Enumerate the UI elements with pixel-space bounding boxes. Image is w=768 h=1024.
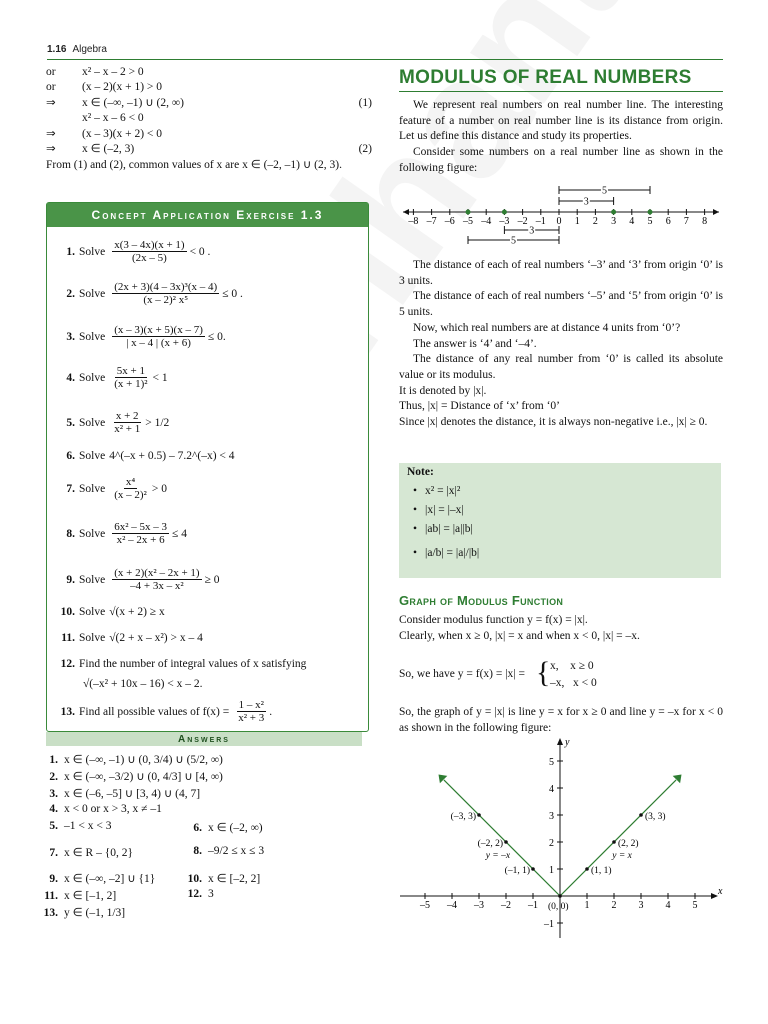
answer-text: y ∈ (–1, 1/3] [64, 907, 126, 919]
derivation-conclusion: From (1) and (2), common values of x are x ∈ (–2, –1) ∪ (2, 3). [46, 159, 342, 171]
derivation-line [46, 142, 372, 158]
exercise-instruction: Solve [79, 632, 106, 644]
exercise-number: 12. [60, 658, 75, 670]
para-notation: It is denoted by |x|. [399, 384, 487, 397]
exercise-expression: √(–x² + 10x – 16) < x – 2. [83, 678, 203, 690]
number-line-point [611, 210, 616, 215]
exercise-number: 3. [66, 330, 75, 343]
x-axis-arrow [711, 893, 718, 899]
denominator: x² + 3 [238, 712, 265, 724]
brace: { [536, 656, 551, 689]
number-line-point [466, 210, 471, 215]
exercise-expression: < 0 . [189, 245, 211, 258]
consider-paragraph: Consider some numbers on a real number line as shown in the following figure: [399, 146, 723, 174]
derivation-label: (2) [358, 143, 372, 156]
exercise-instruction: Solve [79, 606, 106, 618]
para-graph-description: So, the graph of y = |x| is line y = x for x ≥ 0 and line y = –x for x < 0 as shown in the following figure: [399, 706, 723, 734]
derivation-connector: ⇒ [46, 127, 56, 140]
derivation-expression: x² – x – 6 < 0 [82, 112, 144, 125]
exercise-item [53, 450, 235, 462]
number-line-tick-label: –4 [481, 216, 492, 227]
answer-item [184, 820, 263, 834]
exercise-number: 6. [66, 450, 75, 462]
answer-item [184, 871, 260, 885]
answer-item [40, 871, 155, 885]
number-line-tick-label: –3 [499, 216, 510, 227]
number-line-tick-label: 8 [702, 216, 708, 227]
exercise-title: Concept Application Exercise 1.3 [47, 203, 368, 227]
exercise-expression: √(x + 2) ≥ x [109, 606, 165, 618]
exercise-number: 11. [61, 632, 75, 644]
derivation-line [46, 80, 372, 96]
graph-point-label: (2, 2) [618, 839, 639, 849]
exercise-expression: ≥ 0 [204, 573, 220, 586]
dimension-5-right-label: 5 [602, 185, 607, 197]
exercise-number: 13. [60, 705, 75, 718]
x-tick-label: –4 [447, 900, 457, 911]
answer-item [40, 845, 133, 859]
exercise-instruction: Find the number of integral values of x satisfying [79, 658, 307, 670]
number-line-figure [399, 182, 723, 246]
number-line-tick-label: 2 [592, 216, 598, 227]
answer-number: 6. [193, 822, 202, 834]
graph-text [399, 613, 723, 644]
fraction [112, 365, 149, 390]
exercise-expression: √(2 + x – x²) > x – 4 [109, 632, 203, 644]
y-tick-label: 4 [549, 784, 554, 795]
x-tick-label: –5 [420, 900, 430, 911]
fraction [112, 239, 186, 264]
answer-number: 10. [187, 873, 202, 885]
numerator: (2x + 3)(4 – 3x)³(x – 4) [114, 281, 218, 293]
para-since: Since |x| denotes the distance, it is always non-negative i.e., |x| ≥ 0. [399, 416, 708, 429]
exercise-item [53, 324, 226, 349]
fraction [112, 521, 169, 546]
answer-item [184, 845, 264, 857]
exercise-instruction: Solve [79, 450, 106, 462]
case-positive: x, x ≥ 0 [550, 660, 594, 672]
distance-text [399, 258, 723, 431]
exercise-item [53, 410, 169, 435]
note-item: • |x| = |–x| [413, 504, 464, 516]
dimension-3-left-label: 3 [529, 225, 535, 237]
number-line-tick-label: 4 [629, 216, 635, 227]
answer-text: x ∈ (–∞, –3/2) ∪ (0, 4/3] ∪ [4, ∞) [64, 771, 223, 783]
derivation-line [46, 111, 372, 127]
x-tick-label: –2 [501, 900, 511, 911]
answer-number: 7. [49, 847, 58, 859]
para-distance-5: The distance of each of real numbers ‘–5’ and ‘5’ from origin ‘0’ is 5 units. [399, 290, 723, 319]
graph-subheading: Graph of Modulus Function [399, 593, 564, 608]
number-line-arrow-left [403, 209, 409, 215]
note-title: Note: [407, 466, 434, 478]
exercise-number: 4. [66, 371, 75, 384]
exercise-item [53, 632, 203, 644]
exercise-expression: ≤ 4 [172, 527, 187, 540]
para-definition: The distance of any real number from ‘0’ is called its absolute value or its modulus. [399, 353, 723, 381]
answer-item [40, 752, 223, 766]
answer-text: x < 0 or x > 3, x ≠ –1 [64, 803, 162, 815]
numerator: 5x + 1 [116, 365, 145, 377]
line-y-neg-x [444, 780, 560, 896]
graph-point-label: (–2, 2) [477, 839, 503, 849]
numerator: (x + 2)(x² – 2x + 1) [114, 567, 200, 579]
derivation-line [46, 64, 372, 80]
exercise-instruction: Solve [79, 416, 106, 429]
answer-number: 5. [49, 820, 58, 832]
number-line-tick-label: –5 [463, 216, 473, 227]
number-line-point [648, 210, 653, 215]
exercise-instruction: Solve [79, 482, 106, 495]
y-axis-label: y [565, 737, 570, 748]
exercise-number: 7. [66, 482, 75, 495]
answer-number: 11. [44, 890, 58, 902]
graph-point-label: (3, 3) [645, 812, 666, 822]
answer-text: –1 < x < 3 [64, 820, 112, 832]
title-rule [399, 91, 723, 92]
x-tick-label: 2 [611, 900, 617, 911]
answer-item [40, 888, 116, 902]
exercise-number: 1. [66, 245, 75, 258]
number-line-tick-label: 6 [665, 216, 671, 227]
exercise-number: 10. [60, 606, 75, 618]
derivation-expression: (x – 3)(x + 2) < 0 [82, 127, 163, 140]
answers-heading: Answers [46, 732, 362, 746]
exercise-item [53, 365, 168, 390]
exercise-item [53, 606, 165, 618]
fraction [112, 324, 205, 349]
x-tick-label: 4 [665, 900, 671, 911]
fraction [112, 281, 219, 306]
number-line-tick-label: 3 [611, 216, 617, 227]
numerator: 6x² – 5x – 3 [114, 521, 168, 533]
graph-point [531, 867, 535, 871]
answer-number: 13. [43, 907, 58, 919]
graph-point [612, 840, 616, 844]
derivation-expression: (x – 2)(x + 1) > 0 [82, 81, 163, 94]
exercise-number: 2. [66, 287, 75, 300]
answer-text: –9/2 ≤ x ≤ 3 [208, 845, 265, 857]
derivation-connector: or [46, 81, 56, 94]
answer-text: x ∈ [–2, 2] [208, 873, 261, 885]
derivation-connector: ⇒ [46, 96, 56, 109]
exercise-instruction: Solve [79, 330, 106, 343]
answer-text: x ∈ [–1, 2] [64, 890, 117, 902]
y-tick-label: 3 [549, 811, 554, 822]
para-thus: Thus, |x| = Distance of ‘x’ from ‘0’ [399, 400, 560, 413]
line-y-x [560, 780, 676, 896]
derivation-connector: or [46, 65, 56, 78]
exercise-item [53, 699, 272, 724]
case-negative: –x, x < 0 [550, 677, 597, 689]
derivation-line [46, 95, 372, 111]
exercise-number: 5. [66, 416, 75, 429]
graph-desc [399, 705, 723, 736]
graph-point [558, 894, 562, 898]
number-line-tick-label: –2 [517, 216, 528, 227]
x-tick-label: 3 [638, 900, 644, 911]
exercise-number: 8. [66, 527, 75, 540]
number-line-tick-label: –6 [444, 216, 455, 227]
numerator: (x – 3)(x + 5)(x – 7) [114, 324, 203, 336]
x-tick-label: –1 [528, 900, 538, 911]
derivation-label: (1) [358, 96, 372, 109]
exercise-instruction: Solve [79, 527, 106, 540]
exercise-instruction: Solve [79, 573, 106, 586]
answer-item [40, 803, 162, 815]
derivation-expression: x² – x – 2 > 0 [82, 65, 144, 78]
exercise-expression: . [269, 705, 273, 718]
answer-item [184, 888, 214, 900]
number-line-tick-label: 7 [683, 216, 689, 227]
answer-number: 9. [49, 873, 58, 885]
answer-item [40, 905, 125, 919]
answer-text: 3 [208, 888, 214, 900]
exercise-item [53, 476, 167, 501]
exercise-item [53, 239, 210, 264]
para-distance-3: The distance of each of real numbers ‘–3’ and ‘3’ from origin ‘0’ is 3 units. [399, 259, 723, 287]
graph-point-label: (–1, 1) [504, 866, 530, 876]
piecewise-lhs: So, we have y = f(x) = |x| = [399, 668, 525, 680]
derivation-block [46, 64, 372, 172]
exercise-expression: 4^(–x + 0.5) – 7.2^(–x) < 4 [109, 450, 235, 462]
denominator: x² + 1 [114, 423, 141, 435]
piecewise-definition [399, 656, 723, 692]
y-axis-arrow [557, 738, 563, 745]
dimension-3-right-label: 3 [583, 196, 589, 208]
page-number: 1.16 [47, 44, 67, 55]
derivation-connector: ⇒ [46, 143, 56, 156]
exercise-number: 9. [66, 573, 75, 586]
fraction [112, 410, 142, 435]
book-name: Algebra [72, 44, 107, 55]
exercise-item [53, 658, 310, 690]
fraction [236, 699, 266, 724]
numerator: x⁴ [125, 476, 136, 488]
derivation-expression: x ∈ (–∞, –1) ∪ (2, ∞) [82, 96, 184, 109]
x-tick-label: 1 [584, 900, 590, 911]
answer-item [40, 786, 200, 800]
answer-number: 12. [187, 888, 202, 900]
answer-number: 1. [49, 754, 58, 766]
number-line-arrow-right [713, 209, 719, 215]
denominator: (x – 2)² x⁵ [143, 294, 189, 306]
exercise-expression: < 1 [152, 371, 168, 384]
line-label-right: y = x [612, 851, 632, 861]
graph-point-label: (0, 0) [548, 902, 569, 912]
para-question: Now, which real numbers are at distance 4 units from ‘0’? [413, 321, 681, 334]
para-answer: The answer is ‘4’ and ‘–4’. [413, 337, 537, 350]
exercise-expression: > 0 [151, 482, 167, 495]
dimension-5-left-label: 5 [511, 235, 516, 246]
para-clearly: Clearly, when x ≥ 0, |x| = x and when x < 0, |x| = –x. [399, 629, 640, 642]
number-line-tick-label: 5 [647, 216, 653, 227]
number-line-tick-label: 0 [556, 216, 562, 227]
exercise-expression: > 1/2 [145, 416, 170, 429]
derivation-expression: x ∈ (–2, 3) [82, 143, 135, 156]
intro-text [399, 98, 723, 177]
denominator: | x – 4 | (x + 6) [126, 337, 191, 349]
y-tick-label: 2 [549, 838, 554, 849]
answer-text: x ∈ R – {0, 2} [64, 847, 133, 859]
line-label-left: y = –x [485, 851, 511, 861]
denominator: (x – 2)² [114, 489, 147, 501]
header-rule [47, 59, 723, 60]
x-tick-label: –3 [474, 900, 484, 911]
x-axis-label: x [718, 886, 723, 897]
y-tick-label: 5 [549, 757, 554, 768]
denominator: (x + 1)² [114, 378, 148, 390]
numerator: x + 2 [115, 410, 139, 422]
numerator: 1 – x² [238, 699, 264, 711]
exercise-instruction: Solve [79, 287, 106, 300]
graph-point-label: (–3, 3) [450, 812, 476, 822]
numerator: x(3 – 4x)(x + 1) [114, 239, 185, 251]
note-item: • x² = |x|² [413, 485, 460, 497]
denominator: x² – 2x + 6 [116, 534, 165, 546]
graph-point [477, 813, 481, 817]
note-box [399, 463, 721, 578]
running-header [47, 44, 107, 55]
exercise-expression: ≤ 0 . [222, 287, 243, 300]
exercise-expression: ≤ 0. [207, 330, 226, 343]
number-line-tick-label: –8 [408, 216, 419, 227]
para-consider-modulus: Consider modulus function y = f(x) = |x|. [399, 614, 588, 626]
concept-exercise-box [46, 202, 369, 732]
intro-paragraph: We represent real numbers on real number line. The interesting feature of a number on real number line is its distance from origin. Let us define this distance and study its properties. [399, 99, 723, 143]
answer-text: x ∈ (–2, ∞) [208, 822, 263, 834]
answer-text: x ∈ (–∞, –1) ∪ (0, 3/4) ∪ (5/2, ∞) [64, 754, 223, 766]
fraction [112, 476, 149, 501]
y-tick-label: 1 [549, 865, 554, 876]
fraction [112, 567, 201, 592]
answer-number: 4. [49, 803, 58, 815]
exercise-instruction: Find all possible values of f(x) = [79, 705, 230, 718]
derivation-line [46, 126, 372, 142]
graph-point-label: (1, 1) [591, 866, 612, 876]
x-tick-label: 5 [692, 900, 698, 911]
section-title: MODULUS OF REAL NUMBERS [399, 67, 692, 88]
exercise-instruction: Solve [79, 245, 106, 258]
number-line-point [502, 210, 507, 215]
denominator: (2x – 5) [131, 252, 167, 264]
note-item: • |a/b| = |a|/|b| [413, 547, 479, 559]
exercise-instruction: Solve [79, 371, 106, 384]
y-tick-label: –1 [544, 919, 554, 930]
graph-point [504, 840, 508, 844]
answer-number: 3. [49, 788, 58, 800]
exercise-item [53, 521, 187, 546]
note-item: • |ab| = |a||b| [413, 523, 473, 535]
number-line-tick-label: –1 [535, 216, 546, 227]
answer-text: x ∈ (–6, –5] ∪ [3, 4) ∪ (4, 7] [64, 788, 201, 800]
number-line-tick-label: –7 [426, 216, 437, 227]
answer-item [40, 769, 223, 783]
graph-point [585, 867, 589, 871]
number-line-tick-label: 1 [574, 216, 580, 227]
answer-item [40, 820, 111, 832]
answer-text: x ∈ (–∞, –2] ∪ {1} [64, 873, 156, 885]
graph-point [639, 813, 643, 817]
answer-number: 2. [49, 771, 58, 783]
exercise-item [53, 281, 243, 306]
modulus-graph [399, 736, 723, 946]
exercise-item [53, 567, 220, 592]
denominator: –4 + 3x – x² [130, 580, 184, 592]
answer-number: 8. [193, 845, 202, 857]
